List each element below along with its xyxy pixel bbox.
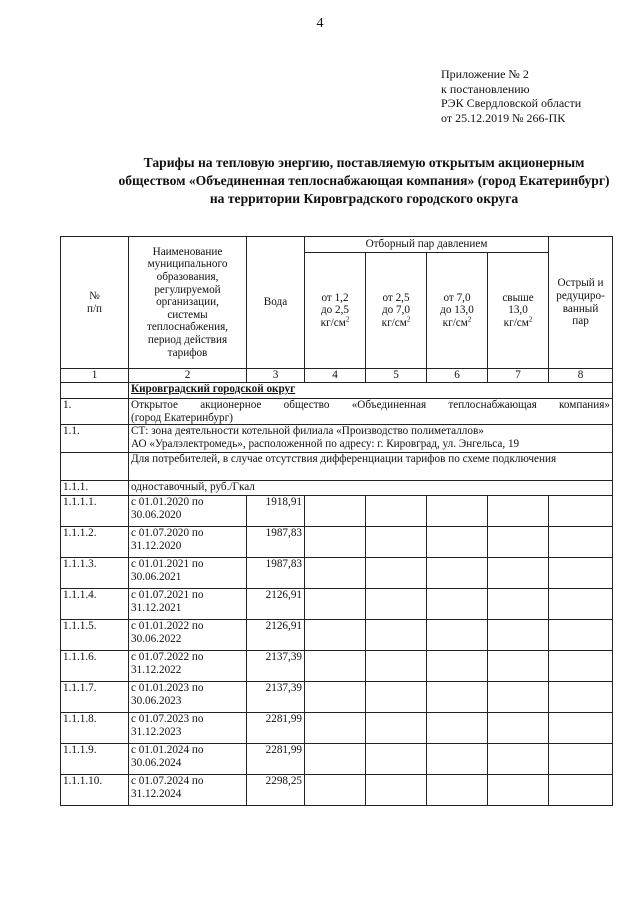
title-line: Тарифы на тепловую энергию, поставляемую открытым акционерным <box>143 155 585 170</box>
row-empty-cell <box>366 775 427 806</box>
row-period: с 01.07.2023 по 31.12.2023 <box>129 713 247 744</box>
tariff-row <box>61 496 613 527</box>
row-num: 1.1.1.8. <box>61 713 129 744</box>
row-empty-cell <box>549 589 613 620</box>
row-num: 1.1.1.10. <box>61 775 129 806</box>
row-period: с 01.07.2020 по 31.12.2020 <box>129 527 247 558</box>
row-period: с 01.01.2024 по 30.06.2024 <box>129 744 247 775</box>
district-num-cell <box>61 383 129 399</box>
row-water-tariff: 2137,39 <box>247 682 305 713</box>
header-pressure-4: свыше 13,0 $кг/см^2$ <box>488 253 549 369</box>
column-number: 3 <box>247 369 305 383</box>
tariff-row <box>61 775 613 806</box>
row-num: 1.1.1.7. <box>61 682 129 713</box>
header-water: Вода <box>247 237 305 369</box>
tariff-row <box>61 558 613 589</box>
org-num: 1. <box>61 399 129 425</box>
district-name: Кировградский городской округ <box>131 383 296 395</box>
row-empty-cell <box>427 651 488 682</box>
row-empty-cell <box>305 713 366 744</box>
row-water-tariff: 1918,91 <box>247 496 305 527</box>
row-num: 1.1.1.3. <box>61 558 129 589</box>
district-cell <box>129 383 613 399</box>
row-water-tariff: 2281,99 <box>247 713 305 744</box>
tariff-row <box>61 527 613 558</box>
row-empty-cell <box>366 527 427 558</box>
row-empty-cell <box>427 775 488 806</box>
row-empty-cell <box>549 744 613 775</box>
tariff-row <box>61 744 613 775</box>
system-num: 1.1. <box>61 425 129 453</box>
row-empty-cell <box>305 620 366 651</box>
consumers-num-cell <box>61 453 129 481</box>
page-number: 4 <box>316 16 324 31</box>
header-name: Наименование муниципального образования, регулируемой организации, системы теплоснабжения, период действия тарифов <box>129 237 247 369</box>
row-empty-cell <box>305 589 366 620</box>
row-num: 1.1.1.5. <box>61 620 129 651</box>
row-empty-cell <box>488 496 549 527</box>
row-period: с 01.01.2021 по 30.06.2021 <box>129 558 247 589</box>
row-empty-cell <box>549 527 613 558</box>
header-num: № п/п <box>61 237 129 369</box>
row-empty-cell <box>488 744 549 775</box>
row-empty-cell <box>427 682 488 713</box>
row-empty-cell <box>366 496 427 527</box>
row-empty-cell <box>305 775 366 806</box>
row-num: 1.1.1.6. <box>61 651 129 682</box>
column-number: 4 <box>305 369 366 383</box>
system-name: СТ: зона деятельности котельной филиала «Производство полиметаллов» АО «Уралэлектромедь», расположенной по адресу: г. Кировград, ул. Энгельса, 19 <box>129 425 613 453</box>
tariff-table <box>60 236 613 806</box>
row-num: 1.1.1.2. <box>61 527 129 558</box>
row-empty-cell <box>366 558 427 589</box>
row-num: 1.1.1.9. <box>61 744 129 775</box>
row-empty-cell <box>427 744 488 775</box>
row-water-tariff: 2126,91 <box>247 589 305 620</box>
row-empty-cell <box>366 651 427 682</box>
column-number: 6 <box>427 369 488 383</box>
row-water-tariff: 2137,39 <box>247 651 305 682</box>
row-period: с 01.01.2023 по 30.06.2023 <box>129 682 247 713</box>
row-empty-cell <box>549 682 613 713</box>
row-empty-cell <box>366 589 427 620</box>
row-empty-cell <box>549 713 613 744</box>
row-empty-cell <box>549 558 613 589</box>
row-empty-cell <box>549 775 613 806</box>
row-period: с 01.07.2022 по 31.12.2022 <box>129 651 247 682</box>
column-number: 1 <box>61 369 129 383</box>
row-empty-cell <box>305 496 366 527</box>
header-sharp-steam: Острый и редуциро- ванный пар <box>549 237 613 369</box>
rate-label: одноставочный, руб./Гкал <box>129 481 613 496</box>
column-number: 5 <box>366 369 427 383</box>
row-water-tariff: 1987,83 <box>247 558 305 589</box>
row-empty-cell <box>549 651 613 682</box>
row-empty-cell <box>366 682 427 713</box>
row-empty-cell <box>305 527 366 558</box>
row-empty-cell <box>366 744 427 775</box>
header-pressure-1: от 1,2 до 2,5 $кг/см^2$ <box>305 253 366 369</box>
consumers-note: Для потребителей, в случае отсутствия дифференциации тарифов по схеме подключения <box>129 453 613 481</box>
header-pressure-2: от 2,5 до 7,0 $кг/см^2$ <box>366 253 427 369</box>
row-water-tariff: 2126,91 <box>247 620 305 651</box>
title-line: обществом «Объединенная теплоснабжающая компания» (город Екатеринбург) <box>118 173 610 188</box>
row-empty-cell <box>488 713 549 744</box>
row-empty-cell <box>488 558 549 589</box>
row-empty-cell <box>305 651 366 682</box>
tariff-row <box>61 651 613 682</box>
row-empty-cell <box>305 558 366 589</box>
row-empty-cell <box>488 589 549 620</box>
appendix-line: от 25.12.2019 № 266-ПК <box>441 110 566 125</box>
row-empty-cell <box>549 496 613 527</box>
tariff-row <box>61 589 613 620</box>
row-empty-cell <box>427 713 488 744</box>
row-empty-cell <box>427 496 488 527</box>
row-empty-cell <box>488 527 549 558</box>
tariff-rows <box>61 496 613 806</box>
row-num: 1.1.1.1. <box>61 496 129 527</box>
row-empty-cell <box>488 620 549 651</box>
tariff-row <box>61 620 613 651</box>
appendix-block <box>441 67 581 125</box>
row-empty-cell <box>366 620 427 651</box>
rate-num: 1.1.1. <box>61 481 129 496</box>
tariff-row <box>61 682 613 713</box>
appendix-line: РЭК Свердловской области <box>441 96 582 110</box>
row-empty-cell <box>549 620 613 651</box>
title-line: на территории Кировградского городского округа <box>209 191 519 206</box>
header-steam-group: Отборный пар давлением <box>305 237 549 253</box>
row-water-tariff: 1987,83 <box>247 527 305 558</box>
column-number: 8 <box>549 369 613 383</box>
row-empty-cell <box>488 682 549 713</box>
row-period: с 01.01.2022 по 30.06.2022 <box>129 620 247 651</box>
column-number: 2 <box>129 369 247 383</box>
row-empty-cell <box>427 589 488 620</box>
row-water-tariff: 2298,25 <box>247 775 305 806</box>
row-empty-cell <box>305 682 366 713</box>
row-num: 1.1.1.4. <box>61 589 129 620</box>
header-pressure-3: от 7,0 до 13,0 $кг/см^2$ <box>427 253 488 369</box>
org-name: Открытое акционерное общество «Объединенная теплоснабжающая компания» (город Екатеринбург) <box>129 399 613 425</box>
appendix-line: к постановлению <box>441 81 530 96</box>
row-empty-cell <box>488 651 549 682</box>
row-empty-cell <box>427 558 488 589</box>
appendix-line: Приложение № 2 <box>441 67 529 81</box>
tariff-row <box>61 713 613 744</box>
row-period: с 01.07.2021 по 31.12.2021 <box>129 589 247 620</box>
row-water-tariff: 2281,99 <box>247 744 305 775</box>
row-empty-cell <box>427 620 488 651</box>
row-empty-cell <box>305 744 366 775</box>
row-period: с 01.07.2024 по 31.12.2024 <box>129 775 247 806</box>
row-empty-cell <box>488 775 549 806</box>
row-empty-cell <box>366 713 427 744</box>
row-period: с 01.01.2020 по 30.06.2020 <box>129 496 247 527</box>
row-empty-cell <box>427 527 488 558</box>
column-number: 7 <box>488 369 549 383</box>
document-title <box>96 154 632 208</box>
